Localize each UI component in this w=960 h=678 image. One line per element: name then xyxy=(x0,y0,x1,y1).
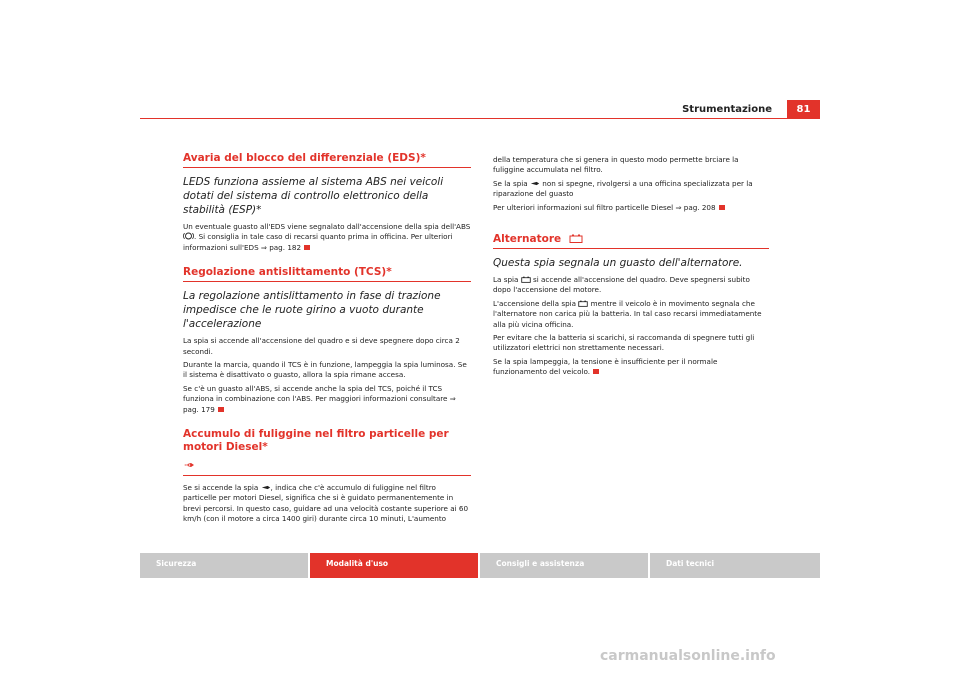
section-divider xyxy=(493,248,769,249)
section-divider xyxy=(183,475,471,476)
section-divider xyxy=(183,167,471,168)
section-title: Accumulo di fuliggine nel filtro particelle per motori Diesel* xyxy=(183,428,449,454)
paragraph: Per evitare che la batteria si scarichi, si raccomanda di spegnere tutti gli utilizzatori elettrici non strettamente necessari. xyxy=(493,333,755,353)
section-end-marker xyxy=(719,205,725,210)
paragraph: Se c'è un guasto all'ABS, si accende anche la spia del TCS, poiché il TCS funziona in combinazione con l'ABS. Per maggiori informazioni consultare ⇒ pag. 179 xyxy=(183,383,456,414)
section-end-marker xyxy=(218,407,224,412)
abs-warning-icon xyxy=(183,232,194,240)
diesel-particle-filter-icon xyxy=(183,461,195,469)
section-tcs xyxy=(183,266,471,415)
section-divider xyxy=(183,281,471,282)
footer-tab-consigli-assistenza[interactable]: Consigli e assistenza xyxy=(480,553,648,578)
paragraph: della temperatura che si genera in questo modo permette brciare la fuliggine accumulata nel filtro. xyxy=(493,155,739,175)
paragraph: Un eventuale guasto all'EDS viene segnalato dall'accensione della spia dell'ABS . Si consiglia in tale caso di recarsi quanto prima in officina. Per ulteriori informazioni sull'EDS ⇒ pag. 182 xyxy=(183,222,471,252)
diesel-particle-filter-icon xyxy=(261,484,271,491)
paragraph: Per ulteriori informazioni sul filtro particelle Diesel ⇒ pag. 208 xyxy=(493,203,769,213)
paragraph: L'accensione della spia mentre il veicolo è in movimento segnala che l'alternatore non carica più la batteria. In tal caso recarsi immediatamente alla più vicina officina. xyxy=(493,298,762,329)
battery-icon xyxy=(521,276,531,283)
header-divider xyxy=(140,118,820,119)
paragraph: Se la spia lampeggia, la tensione è insufficiente per il normale funzionamento del veicolo. xyxy=(493,356,718,377)
section-end-marker xyxy=(593,369,599,374)
battery-icon xyxy=(578,300,588,307)
footer-tab-dati-tecnici[interactable]: Dati tecnici xyxy=(650,553,820,578)
paragraph: La spia si accende all'accensione del quadro. Deve spegnersi subito dopo l'accensione del motore. xyxy=(493,275,750,295)
paragraph: Se si accende la spia , indica che c'è accumulo di fuliggine nel filtro particelle per motori Diesel, significa che si è guidato permanentemente in brevi percorsi. In questo caso, guidare ad una velocità costante superiore ai 60 km/h (con il motore a circa 1400 giri) durante circa 10 minuti, L'aumento xyxy=(183,483,469,524)
section-intro: LEDS funziona assieme al sistema ABS nei veicoli dotati del sistema di controllo elettronico della stabilità (ESP)* xyxy=(183,176,444,216)
section-eds xyxy=(183,152,471,253)
section-end-marker xyxy=(304,245,310,250)
paragraph: La spia si accende all'accensione del quadro e si deve spegnere dopo circa 2 secondi. xyxy=(183,336,460,356)
section-title: Alternatore xyxy=(493,233,769,246)
watermark: carmanualsonline.info xyxy=(600,648,776,664)
section-title: Avaria del blocco del differenziale (EDS)* xyxy=(183,152,426,164)
section-intro: La regolazione antislittamento in fase di trazione impedisce che le ruote girino a vuoto durante l'accelerazione xyxy=(183,290,441,331)
section-title: Regolazione antislittamento (TCS)* xyxy=(183,266,392,279)
footer-tab-sicurezza[interactable]: Sicurezza xyxy=(140,553,308,578)
section-alternator xyxy=(493,233,769,378)
diesel-particle-filter-icon xyxy=(530,180,540,187)
left-column xyxy=(183,152,471,538)
section-diesel-filter xyxy=(183,428,471,525)
page-number: 81 xyxy=(787,100,820,119)
footer-tab-modalita-uso[interactable]: Modalità d'uso xyxy=(310,553,478,578)
paragraph: Se la spia non si spegne, rivolgersi a una officina specializzata per la riparazione del guasto xyxy=(493,178,753,199)
header-title: Strumentazione xyxy=(682,104,772,115)
battery-icon xyxy=(569,234,583,243)
right-column xyxy=(493,155,769,391)
paragraph: Durante la marcia, quando il TCS è in funzione, lampeggia la spia luminosa. Se il sistema è disattivato o guasto, allora la spia rimane accesa. xyxy=(183,360,467,380)
section-intro: Questa spia segnala un guasto dell'alternatore. xyxy=(493,257,743,270)
